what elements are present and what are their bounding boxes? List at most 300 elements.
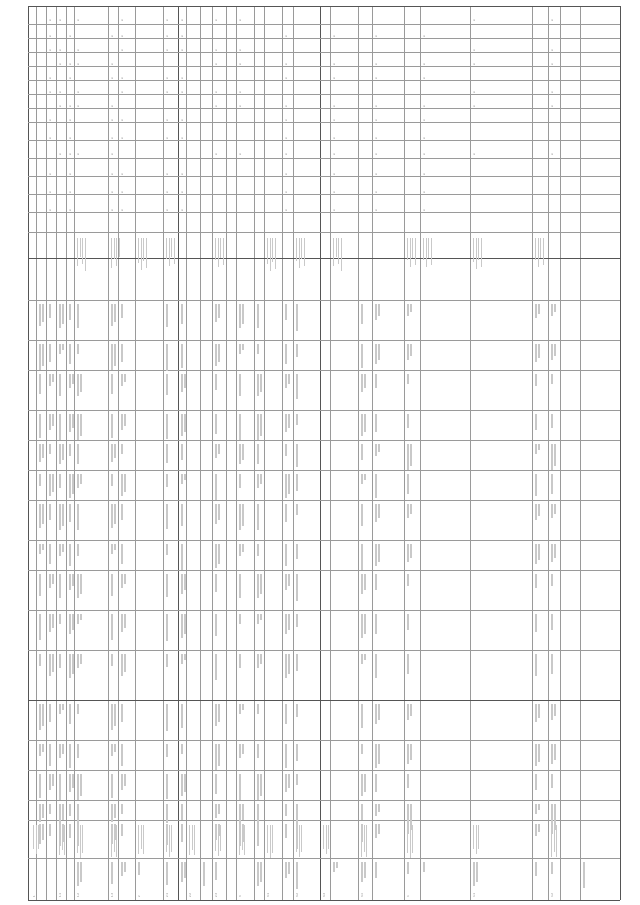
- row-title-text: [296, 825, 297, 852]
- cell-text: [62, 744, 64, 754]
- row-title-text: [141, 825, 142, 849]
- cell-text: [535, 774, 537, 790]
- cell-text: [49, 374, 51, 386]
- row-title-text: [410, 825, 411, 858]
- cell-text: [52, 414, 54, 426]
- cell-text: [551, 304, 553, 316]
- cell-text: [77, 414, 79, 440]
- cell-text: [77, 614, 79, 624]
- description-text: [85, 238, 86, 271]
- row-title-text: [59, 825, 60, 855]
- cell-text: [257, 444, 259, 464]
- cell-text: [166, 614, 168, 641]
- cell-text: [181, 704, 183, 728]
- grid-column-line: [28, 650, 620, 651]
- cell-mark: x: [238, 63, 242, 65]
- cell-text: [538, 344, 540, 358]
- description-text: [333, 238, 334, 266]
- cell-text: [124, 774, 126, 786]
- cell-mark: x: [76, 105, 80, 107]
- cell-text: [77, 474, 79, 488]
- cell-text: [218, 544, 220, 564]
- cell-text: [257, 614, 259, 624]
- cell-mark: x: [76, 49, 80, 51]
- cell-text: [260, 614, 262, 620]
- cell-text: [407, 862, 409, 874]
- cell-text: [111, 614, 113, 640]
- row-title-text: [272, 825, 273, 853]
- cell-text: [59, 304, 61, 328]
- row-title-text: [301, 825, 302, 852]
- cell-text: [80, 654, 82, 664]
- cell-text: [59, 374, 61, 396]
- cell-text: [407, 474, 409, 494]
- cell-text: [49, 504, 51, 520]
- cell-text: [375, 862, 377, 878]
- cell-text: [184, 774, 186, 792]
- cell-text: [296, 862, 298, 889]
- cell-text: [69, 504, 71, 522]
- cell-text: [257, 544, 259, 556]
- cell-text: [375, 374, 377, 388]
- cell-text: [554, 744, 556, 760]
- cell-text: [535, 744, 537, 766]
- cell-text: [69, 344, 71, 364]
- cell-mark: x: [180, 137, 184, 139]
- grid-column-line: [28, 66, 620, 67]
- cell-text: [62, 304, 64, 324]
- row-title-text: [111, 825, 112, 857]
- row-title-text: [326, 825, 327, 854]
- cell-text: [42, 304, 44, 322]
- grid-column-line: [28, 700, 620, 701]
- cell-text: [361, 414, 363, 436]
- cell-text: [296, 614, 298, 627]
- cell-mark: x: [238, 153, 242, 155]
- cell-text: [52, 374, 54, 382]
- cell-text: [239, 414, 241, 440]
- description-text: [114, 238, 115, 259]
- cell-text: [296, 304, 298, 331]
- cell-text: [121, 374, 123, 386]
- cell-text: [296, 774, 298, 785]
- cell-text: [336, 862, 338, 868]
- cell-text: [407, 614, 409, 630]
- cell-mark: x: [180, 209, 184, 211]
- description-text: [116, 238, 117, 266]
- row-code: 3.1: [267, 893, 270, 897]
- cell-text: [215, 444, 217, 458]
- cell-text: [124, 862, 126, 872]
- cell-text: [215, 374, 217, 390]
- cell-text: [535, 614, 537, 632]
- cell-text: [218, 744, 220, 766]
- description-text: [111, 238, 112, 268]
- cell-text: [361, 344, 363, 368]
- cell-text: [375, 804, 377, 816]
- cell-text: [114, 504, 116, 524]
- cell-text: [166, 414, 168, 439]
- grid-column-line: [28, 24, 620, 25]
- cell-text: [242, 544, 244, 552]
- cell-text: [62, 444, 64, 460]
- cell-mark: x: [120, 77, 124, 79]
- cell-text: [361, 544, 363, 570]
- cell-text: [181, 374, 183, 392]
- description-text: [215, 238, 216, 260]
- cell-mark: x: [120, 119, 124, 121]
- cell-text: [535, 474, 537, 496]
- cell-text: [72, 374, 74, 384]
- cell-text: [111, 774, 113, 798]
- cell-text: [49, 574, 51, 588]
- cell-text: [378, 344, 380, 360]
- cell-mark: x: [422, 77, 426, 79]
- description-text: [428, 238, 429, 258]
- cell-text: [166, 444, 168, 463]
- cell-text: [375, 744, 377, 768]
- description-text: [415, 238, 416, 265]
- cell-text: [554, 804, 556, 826]
- cell-text: [285, 744, 287, 768]
- cell-mark: x: [68, 77, 72, 79]
- cell-text: [62, 504, 64, 526]
- cell-text: [49, 444, 51, 454]
- row-title-text: [323, 825, 324, 849]
- cell-text: [138, 862, 140, 875]
- cell-text: [361, 474, 363, 484]
- cell-text: [554, 504, 556, 514]
- grid-column-line: [28, 610, 620, 611]
- cell-text: [535, 804, 537, 814]
- cell-mark: x: [422, 105, 426, 107]
- cell-mark: x: [238, 19, 242, 21]
- cell-text: [260, 574, 262, 594]
- cell-text: [215, 654, 217, 680]
- cell-mark: x: [165, 35, 169, 37]
- cell-mark: x: [374, 63, 378, 65]
- cell-text: [111, 804, 113, 822]
- cell-text: [239, 804, 241, 824]
- cell-mark: x: [332, 63, 336, 65]
- cell-text: [288, 614, 290, 630]
- cell-mark: x: [332, 209, 336, 211]
- description-text: [407, 238, 408, 260]
- cell-text: [288, 862, 290, 874]
- cell-mark: x: [472, 105, 476, 107]
- cell-text: [72, 574, 74, 586]
- cell-text: [181, 344, 183, 368]
- grid-column-line: [28, 140, 620, 141]
- cell-text: [551, 374, 553, 384]
- description-text: [426, 238, 427, 267]
- cell-text: [203, 862, 205, 886]
- cell-text: [296, 704, 298, 717]
- cell-mark: x: [214, 63, 218, 65]
- cell-text: [39, 344, 41, 370]
- cell-mark: x: [120, 49, 124, 51]
- cell-text: [538, 824, 540, 832]
- cell-mark: x: [214, 19, 218, 21]
- cell-text: [296, 444, 298, 467]
- grid-column-line: [28, 80, 620, 81]
- cell-mark: x: [48, 77, 52, 79]
- cell-mark: x: [68, 137, 72, 139]
- cell-text: [52, 774, 54, 786]
- row-title-text: [82, 825, 83, 853]
- cell-text: [111, 862, 113, 884]
- row-code: 1: [33, 895, 36, 897]
- cell-mark: x: [48, 191, 52, 193]
- row-code: 4: [407, 895, 410, 897]
- cell-text: [39, 614, 41, 640]
- cell-text: [410, 744, 412, 760]
- grid-column-line: [28, 122, 620, 123]
- cell-mark: x: [332, 77, 336, 79]
- cell-mark: x: [110, 119, 114, 121]
- cell-mark: x: [165, 173, 169, 175]
- cell-text: [361, 654, 363, 664]
- cell-text: [551, 414, 553, 428]
- cell-text: [242, 804, 244, 820]
- cell-mark: x: [374, 137, 378, 139]
- cell-text: [551, 654, 553, 674]
- cell-text: [49, 774, 51, 790]
- cell-text: [69, 414, 71, 432]
- cell-text: [551, 614, 553, 630]
- cell-text: [181, 862, 183, 882]
- description-text: [220, 238, 221, 258]
- cell-text: [181, 544, 183, 570]
- row-title-text: [36, 825, 37, 854]
- cell-mark: x: [180, 119, 184, 121]
- description-text: [538, 238, 539, 267]
- cell-text: [166, 474, 168, 487]
- description-text: [272, 238, 273, 262]
- cell-mark: x: [422, 209, 426, 211]
- cell-text: [554, 344, 556, 356]
- cell-text: [410, 504, 412, 514]
- cell-text: [215, 544, 217, 568]
- description-text: [77, 238, 78, 266]
- row-title-text: [244, 825, 245, 855]
- cell-text: [215, 304, 217, 322]
- cell-text: [285, 304, 287, 320]
- cell-text: [218, 504, 220, 520]
- cell-text: [554, 544, 556, 558]
- cell-mark: x: [284, 209, 288, 211]
- cell-mark: x: [120, 91, 124, 93]
- cell-text: [296, 374, 298, 399]
- cell-text: [181, 474, 183, 484]
- cell-text: [77, 544, 79, 556]
- cell-text: [166, 804, 168, 823]
- row-code: 2.3: [215, 893, 218, 897]
- cell-text: [239, 704, 241, 714]
- cell-mark: x: [238, 105, 242, 107]
- cell-text: [410, 704, 412, 716]
- cell-text: [285, 444, 287, 456]
- description-text: [540, 238, 541, 258]
- cell-text: [39, 304, 41, 326]
- cell-mark: x: [374, 153, 378, 155]
- cell-text: [49, 654, 51, 676]
- cell-mark: x: [422, 191, 426, 193]
- cell-mark: x: [422, 63, 426, 65]
- cell-text: [285, 704, 287, 724]
- cell-text: [111, 574, 113, 596]
- cell-text: [551, 704, 553, 720]
- cell-text: [407, 744, 409, 764]
- cell-mark: x: [472, 49, 476, 51]
- cell-text: [59, 574, 61, 598]
- description-text: [119, 238, 120, 257]
- description-text: [543, 238, 544, 265]
- cell-text: [361, 504, 363, 526]
- cell-text: [80, 614, 82, 620]
- cell-text: [121, 744, 123, 766]
- cell-mark: x: [214, 105, 218, 107]
- row-title-text: [138, 825, 139, 854]
- cell-text: [407, 504, 409, 518]
- cell-text: [407, 344, 409, 360]
- cell-text: [39, 474, 41, 486]
- description-text: [476, 238, 477, 269]
- row-code: 2.1: [166, 893, 169, 897]
- grid-column-line: [28, 470, 620, 471]
- row-title-text: [192, 825, 193, 850]
- cell-text: [296, 414, 298, 425]
- cell-text: [361, 574, 363, 594]
- cell-text: [215, 804, 217, 818]
- cell-text: [285, 862, 287, 878]
- row-code: 3: [239, 895, 242, 897]
- cell-text: [364, 414, 366, 432]
- cell-mark: x: [165, 19, 169, 21]
- cell-text: [535, 824, 537, 836]
- cell-text: [257, 824, 259, 846]
- cell-text: [49, 414, 51, 430]
- cell-text: [257, 704, 259, 714]
- cell-text: [111, 444, 113, 462]
- cell-text: [215, 704, 217, 726]
- cell-text: [121, 304, 123, 318]
- cell-text: [535, 654, 537, 676]
- cell-text: [59, 444, 61, 464]
- cell-text: [239, 444, 241, 464]
- cell-text: [121, 544, 123, 564]
- row-title-text: [143, 825, 144, 854]
- cell-text: [296, 654, 298, 671]
- cell-mark: x: [76, 91, 80, 93]
- cell-text: [285, 374, 287, 388]
- cell-text: [407, 574, 409, 586]
- grid-column-line: [28, 800, 620, 801]
- cell-text: [121, 862, 123, 876]
- description-text: [143, 238, 144, 261]
- cell-text: [257, 774, 259, 800]
- cell-text: [124, 414, 126, 426]
- cell-text: [285, 654, 287, 678]
- row-code: 3.3: [323, 893, 326, 897]
- cell-text: [184, 374, 186, 388]
- description-text: [481, 238, 482, 267]
- description-text: [82, 238, 83, 264]
- cell-text: [215, 574, 217, 592]
- cell-mark: x: [68, 173, 72, 175]
- row-title-text: [239, 825, 240, 855]
- cell-text: [184, 414, 186, 432]
- description-text: [174, 238, 175, 264]
- cell-text: [111, 544, 113, 554]
- cell-text: [181, 614, 183, 638]
- cell-text: [296, 574, 298, 601]
- cell-text: [239, 744, 241, 758]
- cell-text: [69, 444, 71, 456]
- cell-text: [184, 654, 186, 660]
- cell-mark: x: [374, 119, 378, 121]
- cell-text: [473, 862, 475, 886]
- cell-text: [69, 654, 71, 678]
- cell-text: [39, 504, 41, 528]
- cell-text: [42, 504, 44, 524]
- description-text: [473, 238, 474, 262]
- cell-text: [361, 804, 363, 820]
- cell-text: [69, 824, 71, 838]
- cell-text: [378, 504, 380, 518]
- row-title-text: [267, 825, 268, 853]
- cell-text: [59, 744, 61, 758]
- cell-text: [260, 774, 262, 796]
- cell-text: [361, 862, 363, 882]
- cell-mark: x: [332, 105, 336, 107]
- cell-text: [49, 824, 51, 836]
- grid-column-line: [28, 540, 620, 541]
- cell-text: [535, 574, 537, 588]
- cell-text: [260, 862, 262, 882]
- cell-text: [184, 862, 186, 878]
- cell-text: [407, 374, 409, 384]
- cell-mark: x: [165, 119, 169, 121]
- row-title-text: [166, 825, 167, 852]
- cell-mark: x: [110, 35, 114, 37]
- row-code: 1.1: [59, 893, 62, 897]
- cell-text: [77, 654, 79, 668]
- cell-mark: x: [284, 35, 288, 37]
- cell-mark: x: [374, 191, 378, 193]
- description-text: [299, 238, 300, 268]
- cell-mark: x: [472, 63, 476, 65]
- cell-text: [296, 544, 298, 559]
- cell-text: [257, 374, 259, 396]
- cell-text: [407, 544, 409, 562]
- grid-column-line: [28, 194, 620, 195]
- cell-text: [69, 574, 71, 590]
- cell-text: [49, 804, 51, 814]
- cell-text: [42, 704, 44, 726]
- cell-mark: x: [180, 173, 184, 175]
- description-text: [146, 238, 147, 268]
- cell-text: [378, 544, 380, 562]
- cell-text: [407, 704, 409, 720]
- grid-column-line: [28, 820, 620, 821]
- cell-text: [72, 474, 74, 494]
- cell-mark: x: [472, 91, 476, 93]
- cell-text: [285, 614, 287, 634]
- cell-text: [538, 444, 540, 450]
- cell-mark: x: [110, 77, 114, 79]
- cell-text: [288, 474, 290, 494]
